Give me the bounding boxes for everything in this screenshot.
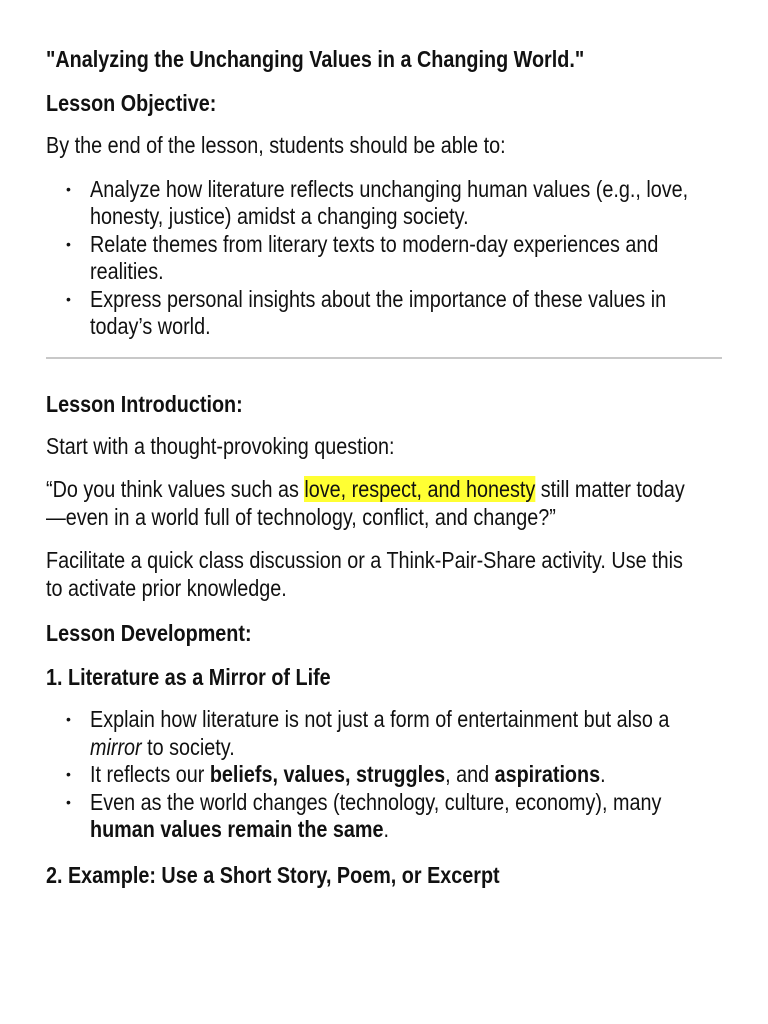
document-title: "Analyzing the Unchanging Values in a Changing World." — [46, 46, 585, 72]
objective-list — [46, 176, 722, 341]
introduction-facilitate: Facilitate a quick class discussion or a Think-Pair-Share activity. Use this to activate prior knowledge. — [46, 547, 683, 601]
list-item: • It reflects our beliefs, values, struggles, and aspirations. — [66, 761, 606, 787]
bullet-icon: • — [66, 290, 71, 307]
lesson-development-heading: Lesson Development: — [46, 620, 252, 646]
lesson-introduction-heading: Lesson Introduction: — [46, 390, 243, 417]
highlighted-values: love, respect, and honesty — [304, 476, 536, 502]
list-item: • Explain how literature is not just a form of entertainment but also a mirror to society. — [66, 706, 670, 760]
bullet-icon: • — [66, 711, 71, 727]
bullet-icon: • — [66, 766, 71, 782]
section-1-heading: 1. Literature as a Mirror of Life — [46, 664, 331, 690]
introduction-prompt: Start with a thought-provoking question: — [46, 432, 395, 459]
list-item: • Express personal insights about the importance of these values in today’s world. — [66, 285, 667, 339]
section-divider — [46, 357, 722, 359]
list-item: • Even as the world changes (technology, culture, economy), many human values remain the same. — [66, 788, 662, 842]
section-1-list — [46, 706, 722, 844]
section-2-heading: 2. Example: Use a Short Story, Poem, or Excerpt — [46, 861, 500, 888]
list-item: • Relate themes from literary texts to modern-day experiences and realities. — [66, 230, 659, 284]
objective-intro: By the end of the lesson, students should be able to: — [46, 132, 506, 158]
bullet-icon: • — [66, 793, 71, 810]
list-item: • Analyze how literature reflects unchanging human values (e.g., love, honesty, justice) amidst a changing society. — [66, 175, 689, 229]
introduction-question: “Do you think values such as love, respect, and honesty still matter today —even in a world full of technology, conflict, and change?” — [46, 476, 685, 530]
bullet-icon: • — [66, 180, 71, 197]
bullet-icon: • — [66, 235, 71, 252]
lesson-objective-heading: Lesson Objective: — [46, 90, 217, 116]
